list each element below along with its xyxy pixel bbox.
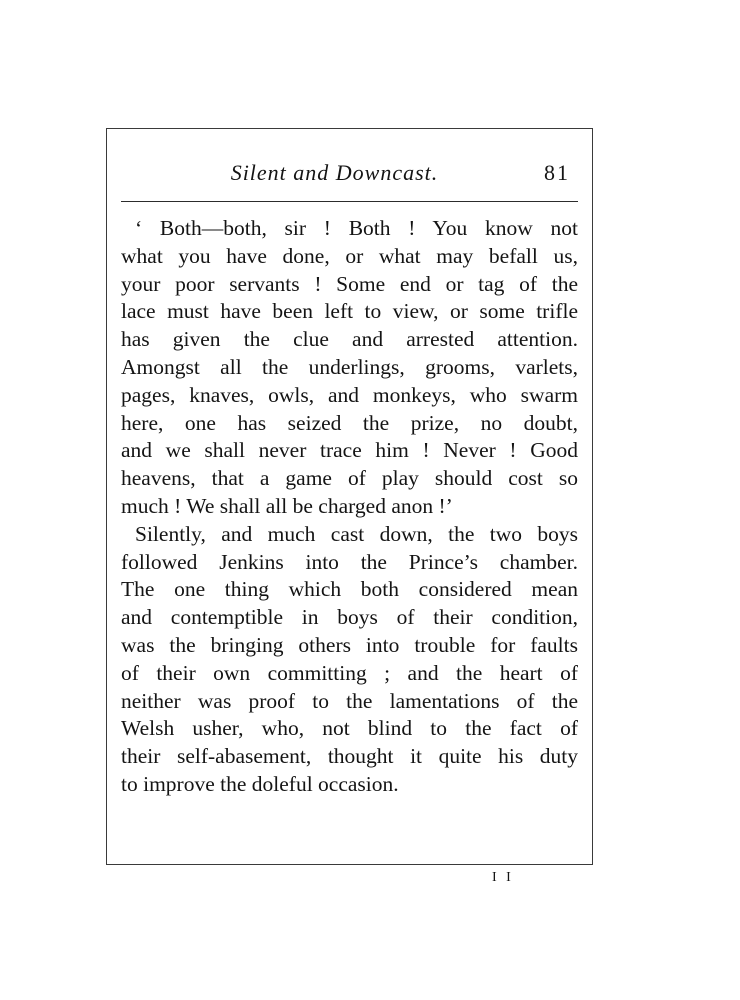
signature-mark: I I bbox=[492, 870, 514, 885]
text-line: heavens, that a game of play should cost so bbox=[121, 466, 578, 491]
text-line: Welsh usher, who, not blind to the fact of bbox=[121, 716, 578, 741]
page-frame bbox=[106, 128, 593, 865]
text-line: much ! We shall all be charged anon !’ bbox=[121, 493, 453, 518]
text-line: their self-abasement, thought it quite his duty bbox=[121, 744, 578, 769]
text-line: lace must have been left to view, or some trifle bbox=[121, 299, 578, 324]
page-number: 81 bbox=[544, 160, 570, 185]
text-line: and we shall never trace him ! Never ! Good bbox=[121, 438, 578, 463]
text-line: here, one has seized the prize, no doubt, bbox=[121, 410, 578, 435]
text-line: Silently, and much cast down, the two boys bbox=[135, 521, 578, 546]
text-line: pages, knaves, owls, and monkeys, who swarm bbox=[121, 382, 578, 407]
body-text bbox=[121, 215, 578, 799]
paragraph-1 bbox=[121, 215, 578, 521]
text-line: and contemptible in boys of their condition, bbox=[121, 605, 578, 630]
text-line: Amongst all the underlings, grooms, varlets, bbox=[121, 354, 578, 379]
text-line: has given the clue and arrested attention. bbox=[121, 327, 578, 352]
text-line: neither was proof to the lamentations of the bbox=[121, 688, 578, 713]
text-line: followed Jenkins into the Prince’s chamber. bbox=[121, 549, 578, 574]
text-line: what you have done, or what may befall us, bbox=[121, 243, 578, 268]
paragraph-2 bbox=[121, 521, 578, 799]
running-title: Silent and Downcast. bbox=[230, 160, 439, 185]
text-line: to improve the doleful occasion. bbox=[121, 771, 399, 796]
text-line: The one thing which both considered mean bbox=[121, 577, 578, 602]
text-line: your poor servants ! Some end or tag of the bbox=[121, 271, 578, 296]
header-rule bbox=[121, 201, 578, 202]
running-head bbox=[107, 160, 592, 190]
text-line: of their own committing ; and the heart of bbox=[121, 660, 578, 685]
text-line: was the bringing others into trouble for faults bbox=[121, 632, 578, 657]
text-line: ‘ Both—both, sir ! Both ! You know not bbox=[135, 216, 578, 240]
